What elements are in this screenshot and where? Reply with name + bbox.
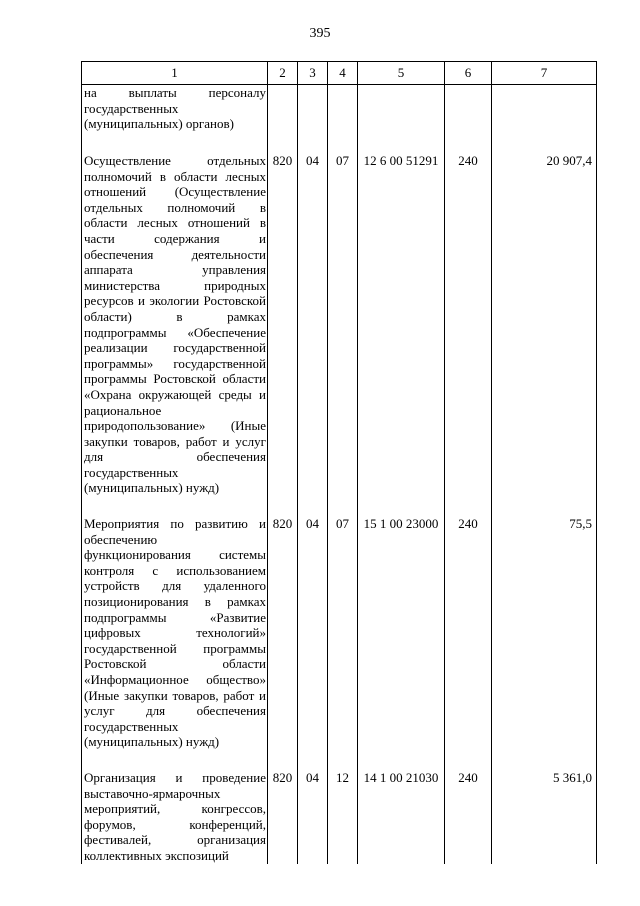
row-description: Организация и проведение выставочно-ярмарочных мероприятий, конгрессов, форумов, конференций, фестивалей, организация коллективных экспозиций <box>82 770 268 864</box>
col-header-2: 2 <box>268 62 298 85</box>
row-amount: 5 361,0 <box>492 770 597 864</box>
row-subsection: 12 <box>328 770 358 864</box>
row-ministry <box>268 85 298 134</box>
row-section: 04 <box>298 153 328 496</box>
row-ministry: 820 <box>268 516 298 750</box>
col-header-1: 1 <box>82 62 268 85</box>
table-row <box>82 770 597 864</box>
row-amount: 75,5 <box>492 516 597 750</box>
table-row <box>82 516 597 750</box>
row-description: Осуществление отдельных полномочий в области лесных отношений (Осуществление отдельных полномочий в области лесных отношений в части содержания и обеспечения деятельности аппарата управления министерства природных ресурсов и экологии Ростовской области) в рамках подпрограммы «Обеспечение реализации государственной программы» государственной программы Ростовской области «Охрана окружающей среды и рациональное природопользование» (Иные закупки товаров, работ и услуг для обеспечения государственных (муниципальных) нужд) <box>82 153 268 496</box>
row-subsection: 07 <box>328 153 358 496</box>
row-expense-type: 240 <box>445 153 492 496</box>
row-section <box>298 85 328 134</box>
table-row <box>82 153 597 496</box>
col-header-4: 4 <box>328 62 358 85</box>
row-subsection <box>328 85 358 134</box>
row-amount: 20 907,4 <box>492 153 597 496</box>
row-expense-type <box>445 85 492 134</box>
row-target: 12 6 00 51291 <box>358 153 445 496</box>
row-spacer <box>82 133 597 153</box>
header-row <box>82 62 597 85</box>
page-number: 395 <box>309 26 331 41</box>
col-header-6: 6 <box>445 62 492 85</box>
budget-table <box>81 61 597 864</box>
row-section: 04 <box>298 770 328 864</box>
col-header-5: 5 <box>358 62 445 85</box>
row-ministry: 820 <box>268 770 298 864</box>
row-section: 04 <box>298 516 328 750</box>
col-header-3: 3 <box>298 62 328 85</box>
row-spacer <box>82 496 597 516</box>
row-ministry: 820 <box>268 153 298 496</box>
row-spacer <box>82 750 597 770</box>
row-amount <box>492 85 597 134</box>
col-header-7: 7 <box>492 62 597 85</box>
row-target: 15 1 00 23000 <box>358 516 445 750</box>
row-target: 14 1 00 21030 <box>358 770 445 864</box>
row-expense-type: 240 <box>445 770 492 864</box>
table-row <box>82 85 597 134</box>
row-description: Мероприятия по развитию и обеспечению функционирования системы контроля с использованием устройств для удаленного позиционирования в рамках подпрограммы «Развитие цифровых технологий» государственной программы Ростовской области «Информационное общество» (Иные закупки товаров, работ и услуг для обеспечения государственных (муниципальных) нужд) <box>82 516 268 750</box>
row-subsection: 07 <box>328 516 358 750</box>
row-expense-type: 240 <box>445 516 492 750</box>
row-description: на выплаты персоналу государственных (муниципальных) органов) <box>82 85 268 134</box>
row-target <box>358 85 445 134</box>
